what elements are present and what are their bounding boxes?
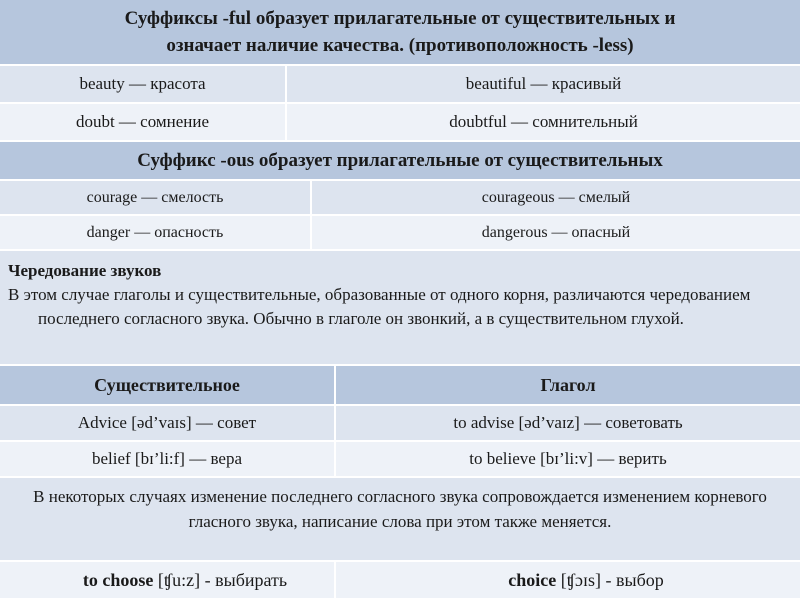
choose-verb-rest: [ʧu:z] - выбирать	[153, 569, 288, 590]
pairs-col-verb: Глагол	[336, 366, 800, 406]
pairs-row-1-left: Advice [əd’vaɪs] — совет	[0, 406, 336, 442]
ful-header-row	[0, 0, 800, 66]
choice-noun-rest: [ʧɔɪs] - выбор	[556, 569, 664, 590]
choice-noun: choice	[508, 569, 557, 590]
choose-verb: to choose	[82, 569, 154, 590]
ful-row-2-right: doubtful — сомнительный	[287, 104, 800, 142]
pairs-header-row	[0, 366, 800, 406]
table-row	[0, 66, 800, 104]
table-row	[0, 406, 800, 442]
pairs-row-1-right: to advise [əd’vaɪz] — советовать	[336, 406, 800, 442]
ous-header-row	[0, 142, 800, 181]
table-row	[0, 181, 800, 216]
ful-row-2-left: doubt — сомнение	[0, 104, 287, 142]
alternation-text: В этом случае глаголы и существительные, образованные от одного корня, различаются чередованием последнего согласного звука. Обычно в глаголе он звонкий, а в существительном глухой.	[8, 285, 751, 328]
ful-row-1-left: beauty — красота	[0, 66, 287, 104]
ful-row-1-right: beautiful — красивый	[287, 66, 800, 104]
alternation-note	[0, 251, 800, 366]
ous-row-2-right: dangerous — опасный	[312, 216, 800, 251]
ful-header	[0, 0, 800, 66]
vowel-note: В некоторых случаях изменение последнего согласного звука сопровождается изменением корневого гласного звука, написание слова при этом также меняется.	[0, 478, 800, 562]
pairs-col-noun: Существительное	[0, 366, 336, 406]
pairs-row-2-left: belief [bɪ’li:f] — вера	[0, 442, 336, 478]
ous-row-1-left: courage — смелость	[0, 181, 312, 216]
table-row	[0, 442, 800, 478]
choose-left	[0, 562, 336, 600]
alternation-section	[0, 251, 800, 366]
choose-row	[0, 562, 800, 600]
choose-right	[336, 562, 800, 600]
ful-header-line1: Суффиксы -ful образует прилагательные от существительных и	[124, 8, 676, 29]
table-row	[0, 104, 800, 142]
ous-header: Суффикс -ous образует прилагательные от существительных	[0, 142, 800, 181]
ous-row-2-left: danger — опасность	[0, 216, 312, 251]
pairs-row-2-right: to believe [bɪ’li:v] — верить	[336, 442, 800, 478]
ous-row-1-right: courageous — смелый	[312, 181, 800, 216]
ful-header-line2: означает наличие качества. (противоположность -less)	[166, 35, 634, 56]
alternation-title: Чередование звуков	[8, 261, 162, 280]
table-row	[0, 216, 800, 251]
